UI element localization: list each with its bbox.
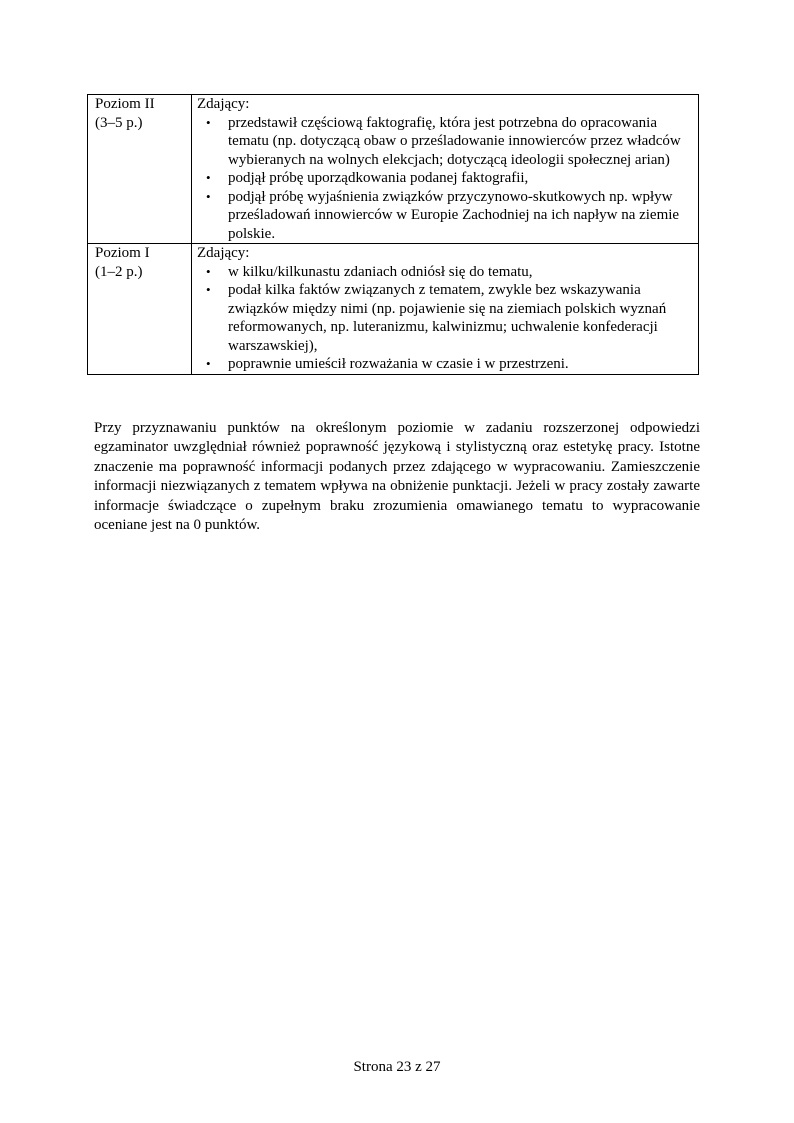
bullet-icon: • — [206, 263, 211, 279]
bullet-icon: • — [206, 170, 211, 185]
description-intro: Zdający: — [197, 245, 250, 261]
criteria-list — [197, 263, 690, 374]
bullet-icon: • — [206, 356, 211, 371]
scoring-note-paragraph: Przy przyznawaniu punktów na określonym poziomie w zadaniu rozszerzonej odpowiedzi egzaminator uwzględniał również poprawność językową i stylistyczną oraz estetykę pracy. Istotne znaczenie ma poprawność informacji podanych przez zdającego w wypracowaniu. Zamieszczenie informacji niezwiązanych z tematem wpływa na obniżenie punktacji. Jeżeli w pracy zostały zawarte informacje świadczące o zupełnym braku zrozumienia omawianego tematu to wypracowanie oceniane jest na 0 punktów. — [94, 420, 700, 534]
level-cell — [88, 244, 192, 375]
bullet-icon: • — [206, 188, 211, 204]
criterion-item — [197, 114, 690, 170]
description-intro: Zdający: — [197, 96, 250, 112]
criterion-text: poprawnie umieścił rozważania w czasie i w przestrzeni. — [228, 356, 569, 372]
level-points: (3–5 p.) — [95, 114, 143, 131]
rubric-row-level-1 — [88, 244, 699, 375]
criteria-list — [197, 114, 690, 244]
level-name: Poziom I — [95, 245, 150, 261]
criterion-text: podał kilka faktów związanych z tematem, zwykle bez wskazywania związków między nimi (np. pojawienie się na ziemiach polskich wyznań reformowanych, np. luteranizmu, kalwinizmu; uchwalenie konfederacji warszawskiej), — [228, 282, 667, 354]
bullet-icon: • — [206, 114, 211, 130]
rubric-row-level-2 — [88, 95, 699, 244]
level-cell — [88, 95, 192, 244]
criterion-item — [197, 281, 690, 355]
criterion-item — [197, 188, 690, 244]
page-number-footer: Strona 23 z 27 — [353, 1059, 441, 1075]
scoring-rubric-table — [87, 94, 699, 375]
criterion-text: przedstawił częściową faktografię, która jest potrzebna do opracowania tematu (np. dotyczącą obaw o prześladowanie innowierców przez władców wybieranych na wolnych elekcjach; dotyczącą ideologii społecznej arian) — [228, 114, 681, 168]
level-description-cell — [192, 244, 699, 375]
level-description-cell — [192, 95, 699, 244]
bullet-icon: • — [206, 282, 211, 297]
criterion-item — [197, 263, 690, 282]
criterion-item — [197, 169, 690, 188]
criterion-text: podjął próbę wyjaśnienia związków przyczynowo-skutkowych np. wpływ prześladowań innowierców w Europie Zachodniej na ich napływ na ziemie polskie. — [228, 188, 680, 242]
level-points: (1–2 p.) — [95, 263, 143, 280]
criterion-text: podjął próbę uporządkowania podanej faktografii, — [228, 170, 529, 186]
criterion-item — [197, 355, 690, 374]
criterion-text: w kilku/kilkunastu zdaniach odniósł się do tematu, — [228, 263, 533, 280]
level-name: Poziom II — [95, 96, 155, 112]
